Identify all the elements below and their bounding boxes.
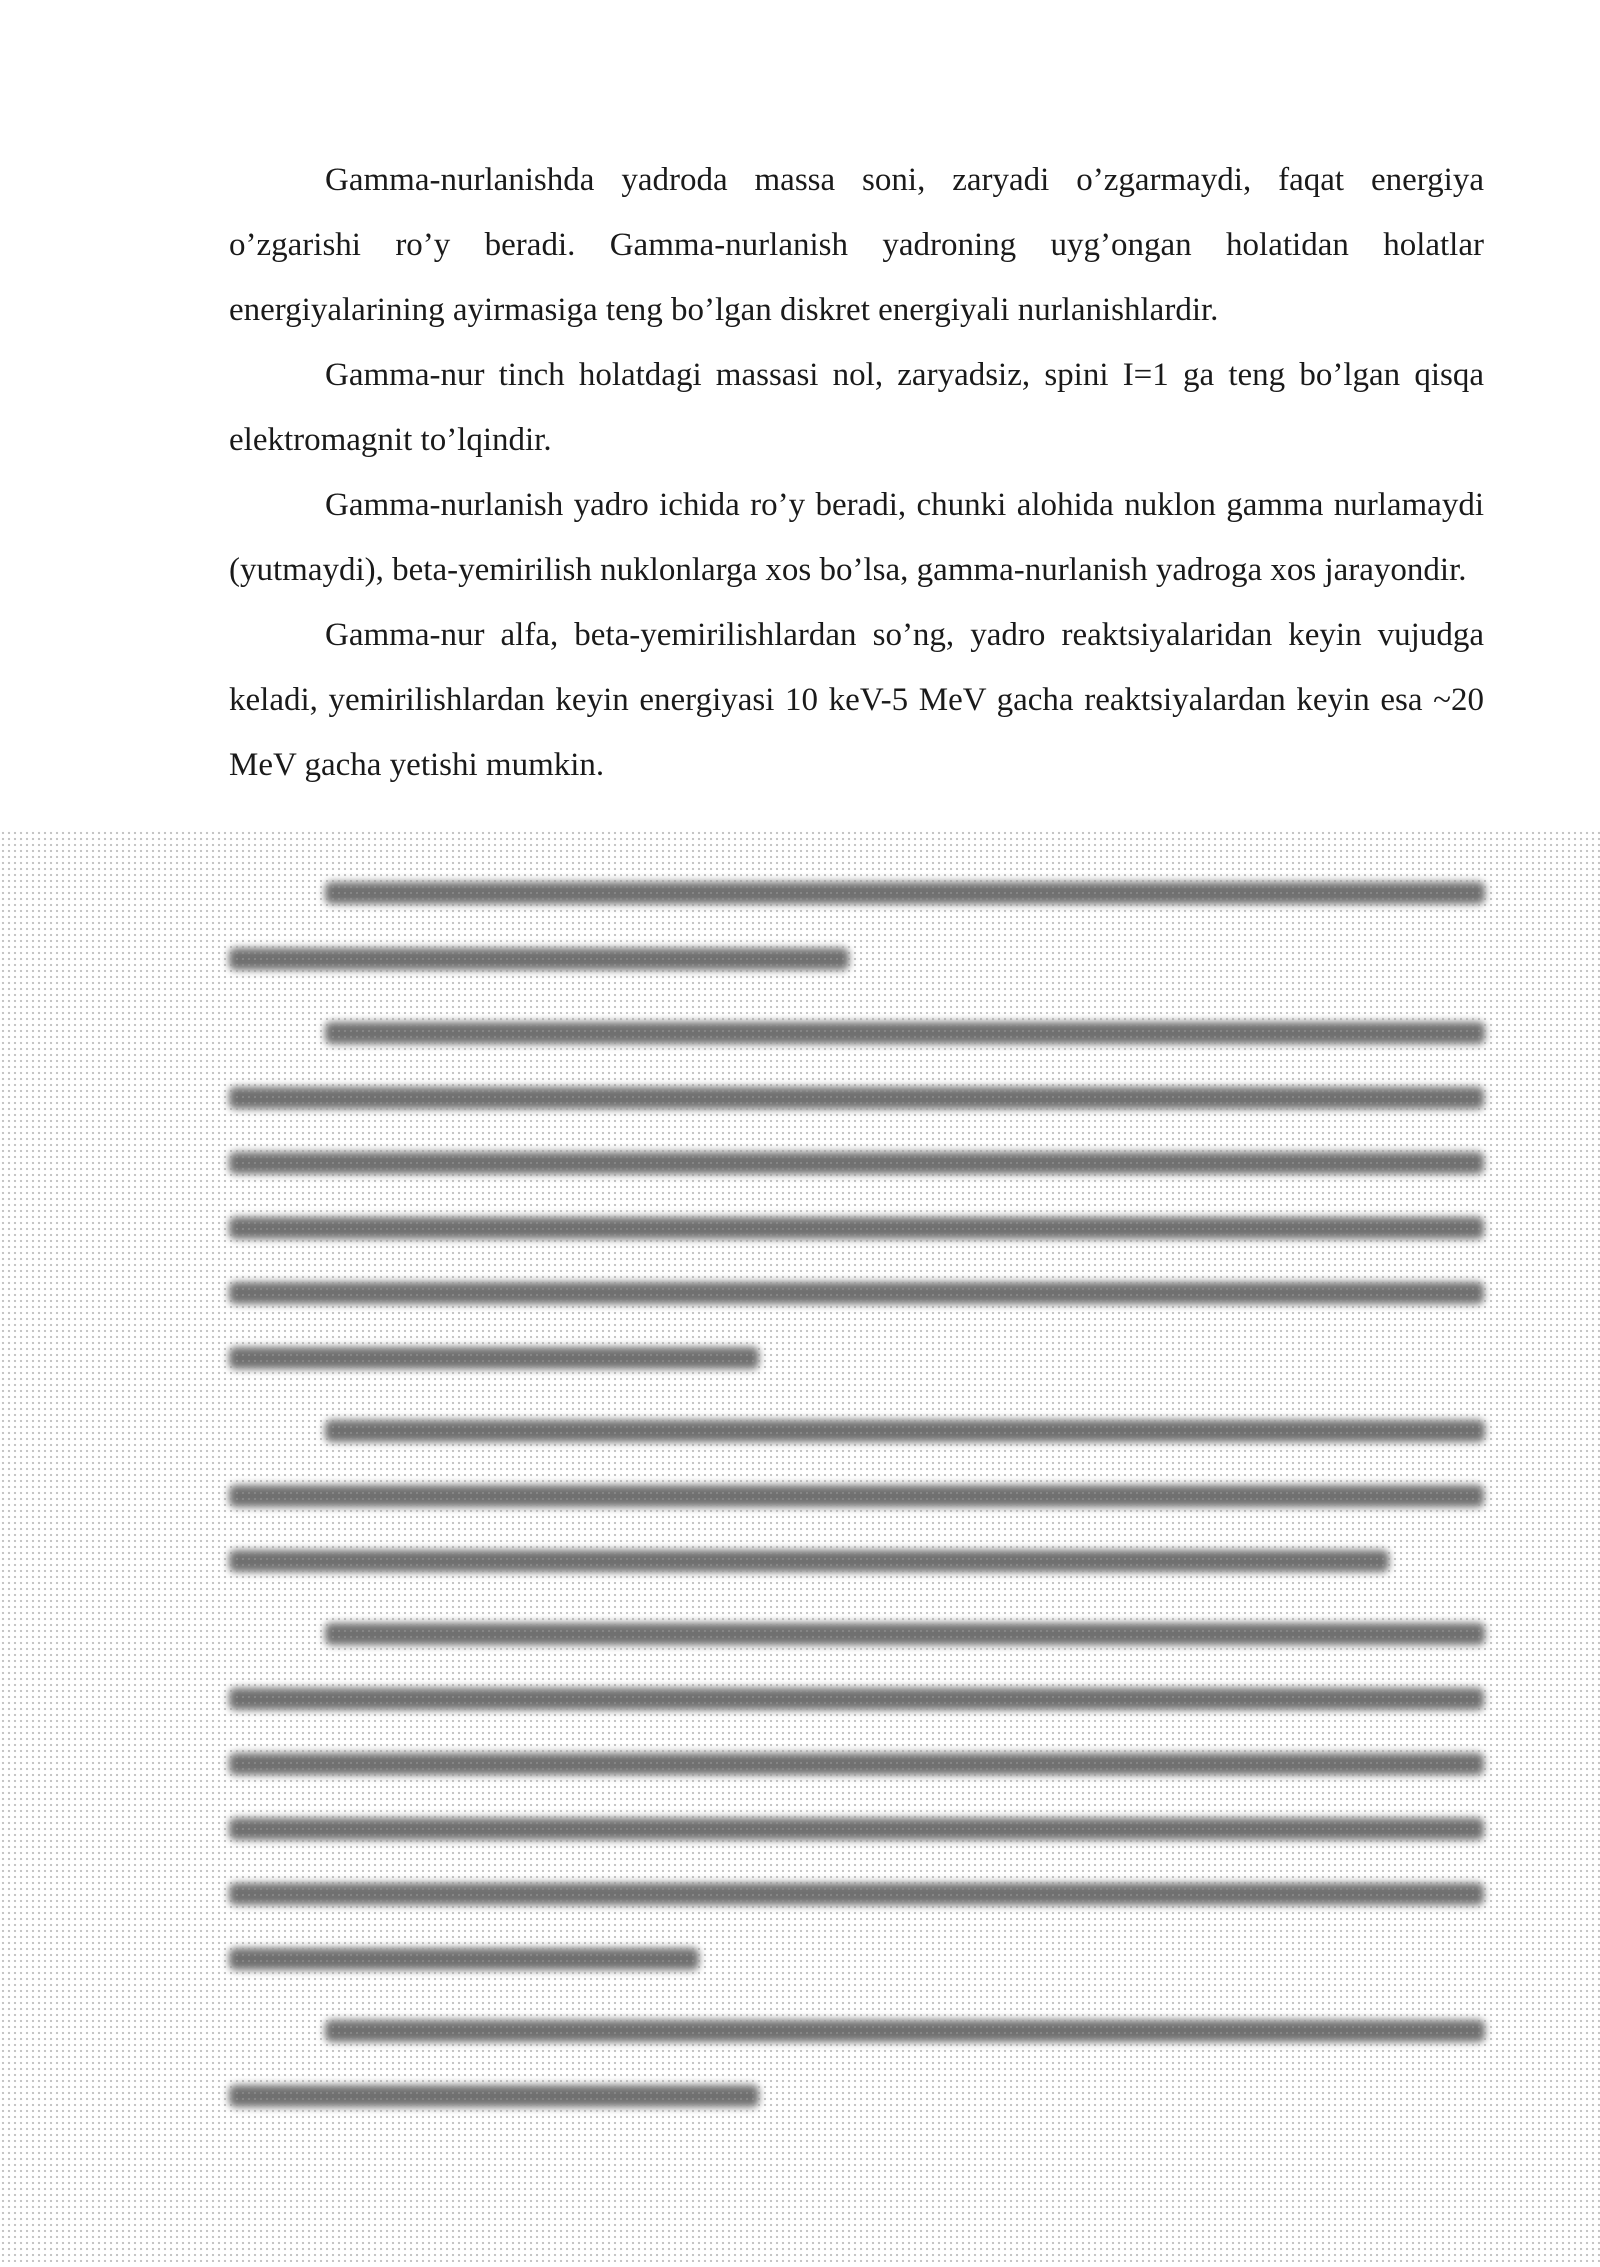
paragraph-1: Gamma-nurlanishda yadroda massa soni, zaryadi o’zgarmaydi, faqat energiya o’zgarishi ro’y beradi. Gamma-nurlanish yadroning uyg’ongan holatidan holatlar energiyalarining ayirmasiga teng bo’lgan diskret energiyali nurlanishlardir. [229,162,1484,328]
paragraph-2: Gamma-nur tinch holatdagi massasi nol, zaryadsiz, spini I=1 ga teng bo’lgan qisqa elektromagnit to’lqindir. [229,357,1484,458]
paragraph-3: Gamma-nurlanish yadro ichida ro’y beradi, chunki alohida nuklon gamma nurlamaydi (yutmaydi), beta-yemirilish nuklonlarga xos bo’lsa, gamma-nurlanish yadroga xos jarayondir. [229,487,1484,588]
text-body [229,148,1484,798]
blurred-text-lines [0,830,1600,2262]
paragraph-4: Gamma-nur alfa, beta-yemirilishlardan so’ng, yadro reaktsiyalaridan keyin vujudga keladi, yemirilishlardan keyin energiyasi 10 keV-5 MeV gacha reaktsiyalardan keyin esa ~20 MeV gacha yetishi mumkin. [229,617,1484,783]
blurred-content-region [0,830,1600,2262]
